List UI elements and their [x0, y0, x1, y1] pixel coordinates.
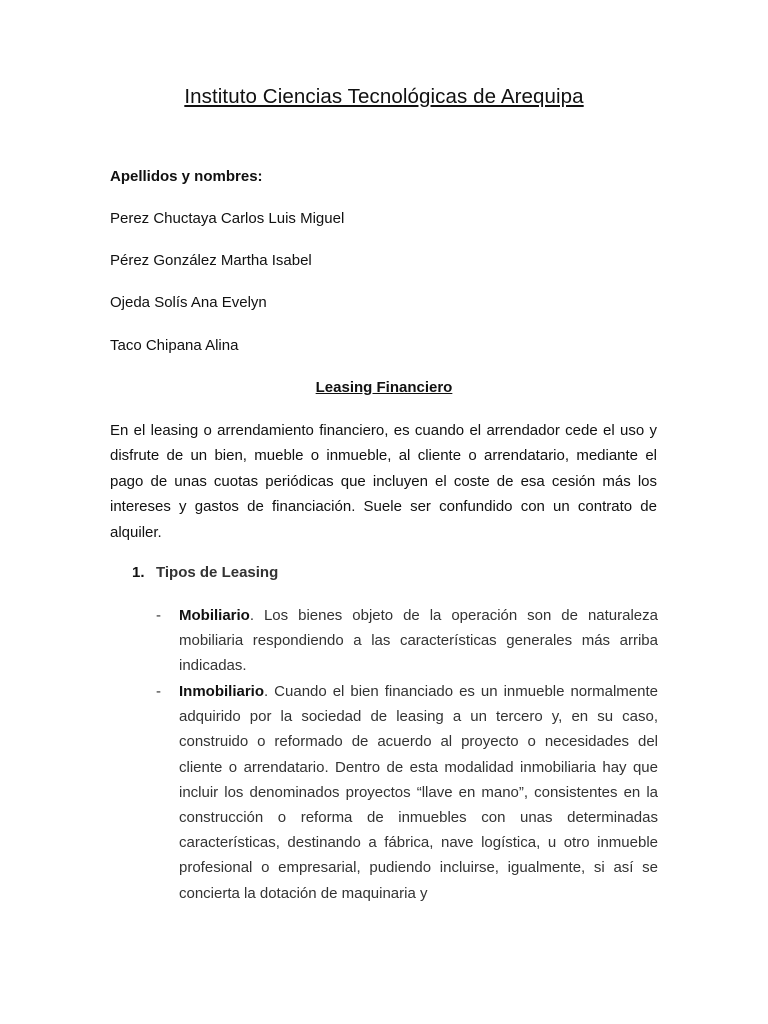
author-name: Pérez González Martha Isabel [110, 252, 312, 269]
list-item-body [179, 603, 658, 679]
section-number: 1. [132, 564, 145, 581]
author-name: Taco Chipana Alina [110, 337, 239, 354]
list-item [156, 603, 658, 679]
list-item-text: . Cuando el bien financiado es un inmueble normalmente adquirido por la sociedad de leasing a un tercero y, en su caso, construido o reformado de acuerdo al proyecto o necesidades del cliente o arrendatario. Dentro de esta modalidad inmobiliaria hay que incluir los denominados proyectos “llave en mano”, consistentes en la construcción o reforma de inmuebles con unas determinadas características, destinando a fábrica, nave logística, u otro inmueble profesional o empresarial, pudiendo incluirse, igualmente, si así se concierta la dotación de maquinaria y [179, 683, 658, 902]
author-name: Ojeda Solís Ana Evelyn [110, 294, 267, 311]
list-item-term: Inmobiliario [179, 683, 265, 700]
list-item [156, 679, 658, 906]
list-dash: - [156, 683, 161, 700]
document-title: Instituto Ciencias Tecnológicas de Arequipa [184, 85, 584, 108]
list-item-body [179, 679, 658, 906]
author-name: Perez Chuctaya Carlos Luis Miguel [110, 210, 345, 227]
list-item-text: . Los bienes objeto de la operación son de naturaleza mobiliaria respondiendo a las características generales más arriba indicadas. [179, 607, 658, 675]
list-item-term: Mobiliario [179, 607, 250, 624]
authors-label: Apellidos y nombres: [110, 168, 263, 185]
section-heading-text: Tipos de Leasing [156, 564, 279, 581]
section-title: Leasing Financiero [315, 379, 453, 396]
list-dash: - [156, 607, 161, 624]
section-heading [132, 564, 278, 581]
intro-paragraph: En el leasing o arrendamiento financiero, es cuando el arrendador cede el uso y disfrute de un bien, mueble o inmueble, al cliente o arrendatario, mediante el pago de unas cuotas periódicas que incluyen el coste de esa cesión más los intereses y gastos de financiación. Suele ser confundido con un contrato de alquiler. [110, 422, 657, 541]
